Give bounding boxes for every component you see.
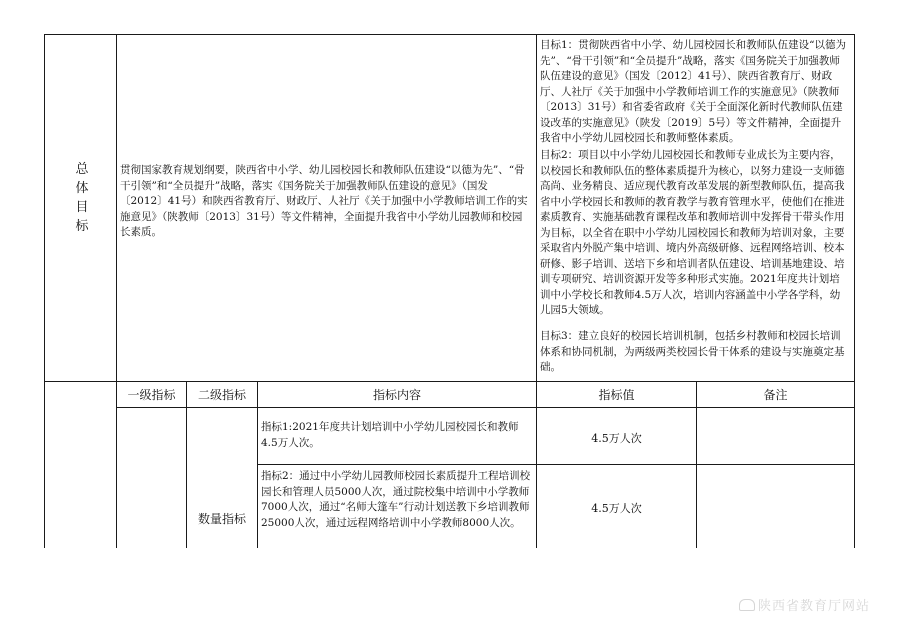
goal-section-label [74,160,90,236]
table-row-1-value: 4.5万人次 [591,432,642,445]
header-note: 备注 [763,388,788,402]
goal-2-text: 目标2：项目以中小学幼儿园校园长和教师专业成长为主要内容，以校园长和教师队伍的整体素质提升为核心，以努力建设一支师德高尚、业务精良、适应现代教育改革发展的新型教师队伍，提高我省中小学校园长和教师的教育教学与教育管理水平，使他们在推进素质教育、实施基础教育课程改革和教师培训中发挥骨干带头作用为目标，以全省在职中小学幼儿园校园长和教师为培训对象，主要采取省内外脱产集中培训、境内外高级研修、远程网络培训、校本研修、影子培训、送培下乡和培训者队伍建设、培训基地建设、培训专项研究、培训资源开发等多种形式实施。2021年度共计划培训中小学校长和教师4.5万人次，培训内容涵盖中小学各学科，幼儿园5大领域。 [540,149,845,316]
goal-label-char: 目 [75,200,89,215]
goal-column-divider [536,34,537,381]
header-content: 指标内容 [372,388,421,402]
level2-column-divider [257,381,258,548]
header-level2: 二级指标 [197,388,246,402]
left-border [44,34,45,548]
watermark [739,595,870,614]
goal-label-char: 标 [75,219,89,234]
top-border [44,34,854,35]
right-border [854,34,855,548]
level2-label: 数量指标 [197,512,246,526]
table-row-1-content: 指标1:2021年度共计划培训中小学幼儿园校园长和教师4.5万人次。 [261,421,519,449]
row1-bottom-border [257,464,854,465]
table-row-2-value: 4.5万人次 [591,502,642,515]
content-column-divider [536,381,537,548]
header-value: 指标值 [598,388,635,402]
goal-3-text: 目标3：建立良好的校园长培训机制，包括乡村教师和校园长培训体系和协同机制，为两级两类校园长骨干体系的建设与实施奠定基础。 [540,330,845,373]
table-row-2-content: 指标2：通过中小学幼儿园教师校园长素质提升工程培训校园长和管理人员5000人次，通过院校集中培训中小学教师7000人次，通过“名师大篷车”行动计划送教下乡培训教师25000人次，通过远程网络培训中小学教师8000人次。 [261,470,531,529]
value-column-divider [696,381,697,548]
goal-section-bottom-border [44,381,854,382]
goal-summary-text: 贯彻国家教育规划纲要，陕西省中小学、幼儿园校园长和教师队伍建设“以德为先”、“骨干引领”和“全员提升”战略，落实《国务院关于加强教师队伍建设的意见》（国发〔2012〕41号）和陕西省教育厅、财政厅、人社厅《关于加强中小学教师培训工作的实施意见》（陕教师〔2013〕31号）等文件精神，全面提升我省中小学幼儿园教师和校园长素质。 [120,164,528,238]
header-level1: 一级指标 [127,388,176,402]
goal-label-char: 总 [75,162,89,177]
label-column-divider [116,34,117,548]
header-bottom-border [116,407,854,408]
goal-label-char: 体 [75,181,89,196]
watermark-logo-icon [739,599,755,611]
watermark-text: 陕西省教育厅网站 [757,599,870,614]
goal-1-text: 目标1：贯彻陕西省中小学、幼儿园校园长和教师队伍建设“以德为先”、“骨干引领”和“全员提升”战略，落实《国务院关于加强教师队伍建设的意见》（国发〔2012〕41号）、陕西省教育厅、财政厅、人社厅《关于加强中小学教师培训工作的实施意见》（陕教师〔2013〕31号）和省委省政府《关于全面深化新时代教师队伍建设改革的实施意见》（陕发〔2019〕5号）等文件精神，全面提升我省中小学幼儿园校园长和教师整体素质。 [540,39,847,144]
